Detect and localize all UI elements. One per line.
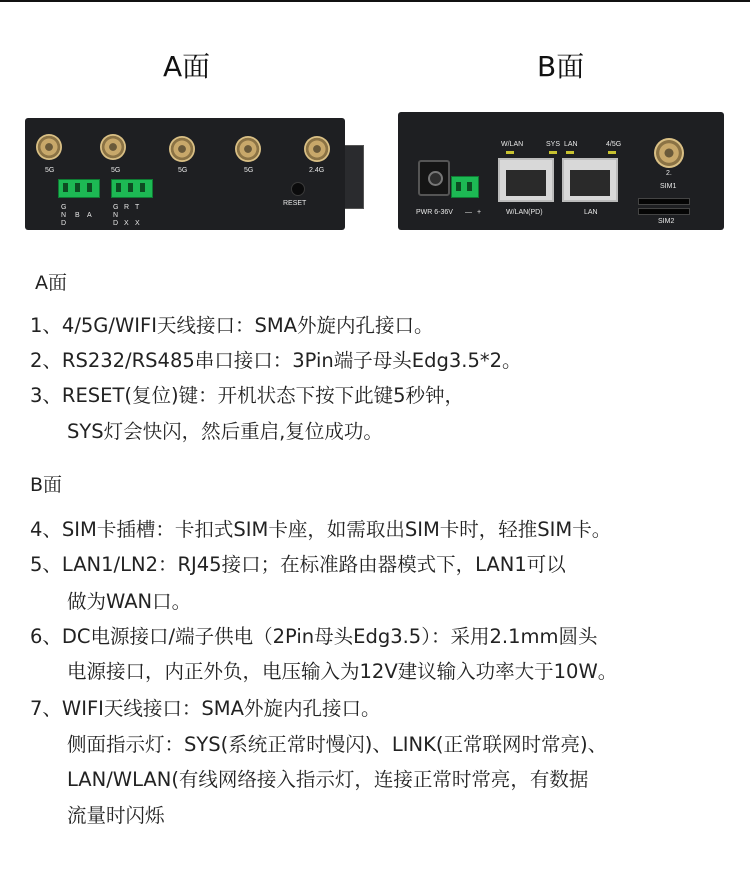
item-2: 2、RS232/RS485串口接口：3Pin端子母头Edg3.5*2。 bbox=[30, 349, 522, 372]
antenna-label-2: 5G bbox=[111, 167, 121, 174]
pin-label-g2: G bbox=[113, 204, 119, 211]
indicator-description-3: 流量时闪烁 bbox=[67, 804, 165, 827]
rj45-port-lan bbox=[562, 158, 618, 202]
top-divider bbox=[0, 0, 750, 2]
antenna-label-5: 2.4G bbox=[309, 167, 325, 174]
led-sys bbox=[549, 151, 557, 154]
pin-label-g: G bbox=[61, 204, 67, 211]
pin-label-x1: X bbox=[124, 220, 129, 227]
item-5-continued: 做为WAN口。 bbox=[67, 590, 192, 613]
rj45-port-wlan bbox=[498, 158, 554, 202]
dc-power-jack bbox=[418, 160, 450, 196]
power-plus-label: + bbox=[477, 209, 482, 216]
antenna-connector-4 bbox=[235, 136, 261, 162]
pin-label-t: T bbox=[135, 204, 140, 211]
antenna-connector-2 bbox=[100, 134, 126, 160]
antenna-side-label: 2. bbox=[666, 170, 672, 177]
section-a-heading: A面 bbox=[35, 272, 67, 294]
led-lan bbox=[566, 151, 574, 154]
reset-button-hole bbox=[291, 182, 305, 196]
reset-label: RESET bbox=[283, 200, 307, 207]
sim1-label: SIM1 bbox=[660, 183, 677, 190]
pin-label-n: N bbox=[61, 212, 67, 219]
antenna-label-1: 5G bbox=[45, 167, 55, 174]
item-6-continued: 电源接口，内正外负，电压输入为12V建议输入功率大于10W。 bbox=[67, 660, 618, 683]
antenna-connector-3 bbox=[169, 136, 195, 162]
sim2-label: SIM2 bbox=[658, 218, 675, 225]
item-7: 7、WIFI天线接口：SMA外旋内孔接口。 bbox=[30, 697, 381, 720]
wifi-antenna-connector bbox=[654, 138, 684, 168]
face-b-title: B面 bbox=[537, 50, 585, 83]
pin-label-x2: X bbox=[135, 220, 140, 227]
led-label-sys: SYS bbox=[546, 141, 561, 148]
item-6: 6、DC电源接口/端子供电（2Pin母头Edg3.5）：采用2.1mm圆头 bbox=[30, 625, 598, 648]
port-label-lan: LAN bbox=[584, 209, 598, 216]
pin-label-n2: N bbox=[113, 212, 119, 219]
led-label-4-5g: 4/5G bbox=[606, 141, 622, 148]
sim1-slot bbox=[638, 198, 690, 205]
led-label-wlan: W/LAN bbox=[501, 141, 524, 148]
antenna-connector-5 bbox=[304, 136, 330, 162]
indicator-description-1: 侧面指示灯：SYS(系统正常时慢闪)、LINK(正常联网时常亮)、 bbox=[67, 733, 608, 756]
pin-label-a: A bbox=[87, 212, 92, 219]
section-b-heading: B面 bbox=[30, 474, 63, 496]
item-4: 4、SIM卡插槽：卡扣式SIM卡座，如需取出SIM卡时，轻推SIM卡。 bbox=[30, 518, 612, 541]
antenna-label-4: 5G bbox=[244, 167, 254, 174]
pin-label-d: D bbox=[61, 220, 67, 227]
port-label-wlan-pd: W/LAN(PD) bbox=[506, 209, 543, 216]
terminal-block-right bbox=[111, 179, 153, 198]
led-4-5g bbox=[608, 151, 616, 154]
sim2-slot bbox=[638, 208, 690, 215]
item-5: 5、LAN1/LN2：RJ45接口；在标准路由器模式下，LAN1可以 bbox=[30, 553, 566, 576]
terminal-block-left bbox=[58, 179, 100, 198]
pin-label-r: R bbox=[124, 204, 130, 211]
face-a-title: A面 bbox=[163, 50, 211, 83]
panel-a-side-bracket bbox=[345, 145, 364, 209]
pin-label-d2: D bbox=[113, 220, 119, 227]
item-3: 3、RESET(复位)键：开机状态下按下此键5秒钟， bbox=[30, 384, 465, 407]
power-label: PWR 6-36V bbox=[416, 209, 453, 216]
panel-b-photo bbox=[398, 112, 724, 230]
item-3-continued: SYS灯会快闪，然后重启,复位成功。 bbox=[67, 420, 383, 443]
indicator-description-2: LAN/WLAN(有线网络接入指示灯，连接正常时常亮，有数据 bbox=[67, 768, 589, 791]
panel-a-photo bbox=[25, 118, 345, 230]
power-terminal-block bbox=[451, 176, 479, 198]
pin-label-b: B bbox=[75, 212, 80, 219]
antenna-label-3: 5G bbox=[178, 167, 188, 174]
led-label-lan: LAN bbox=[564, 141, 578, 148]
item-1: 1、4/5G/WIFI天线接口：SMA外旋内孔接口。 bbox=[30, 314, 434, 337]
antenna-connector-1 bbox=[36, 134, 62, 160]
power-minus-label: — bbox=[465, 209, 472, 216]
led-wlan bbox=[506, 151, 514, 154]
